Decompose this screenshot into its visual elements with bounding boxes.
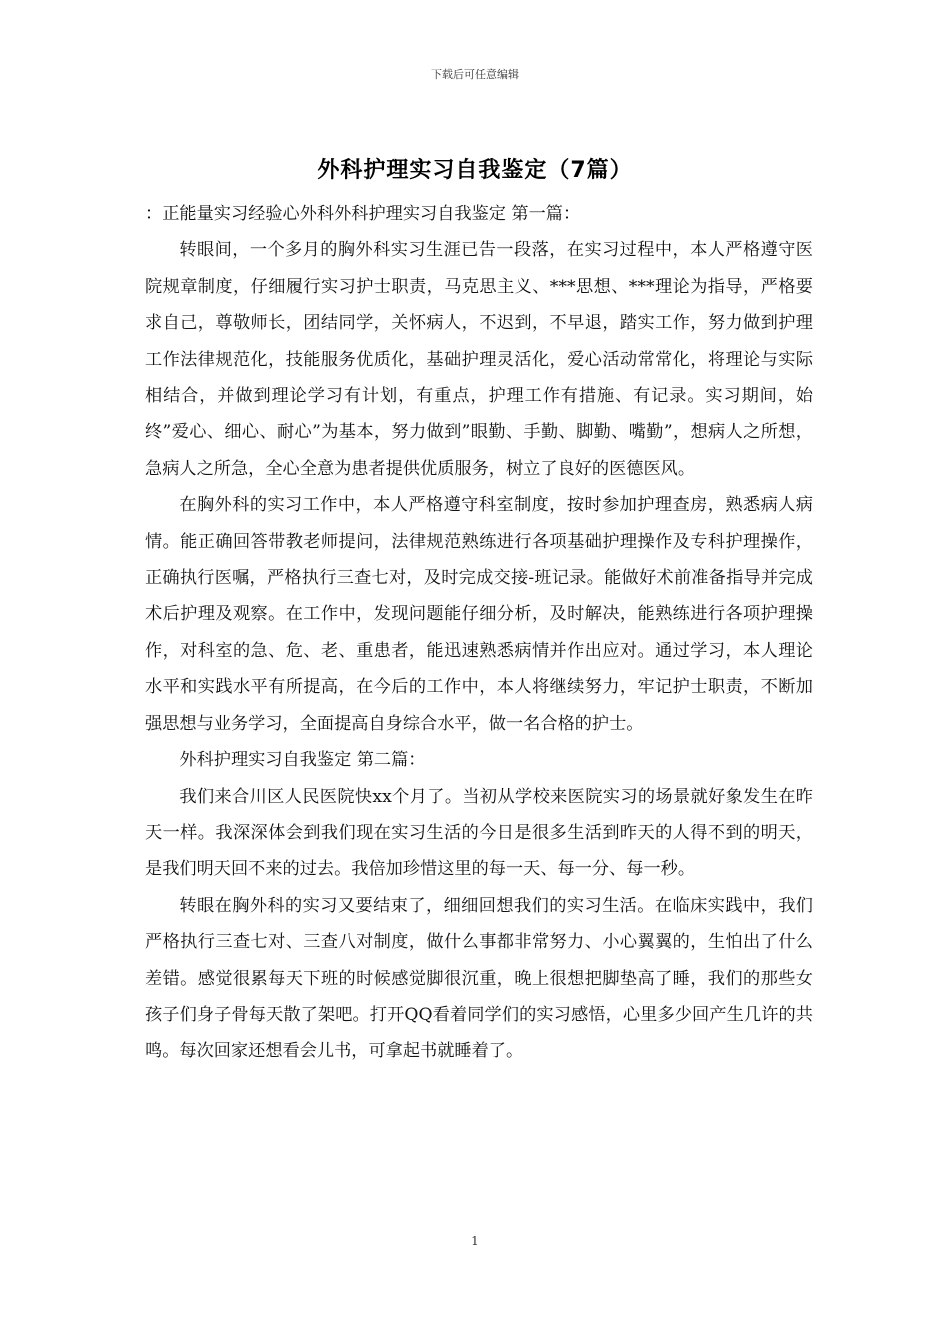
paragraph: 转眼在胸外科的实习又要结束了，细细回想我们的实习生活。在临床实践中，我们严格执行三查七对、三查八对制度，做什么事都非常努力、小心翼翼的，生怕出了什么差错。感觉很累每天下班的时候感觉脚很沉重，晚上很想把脚垫高了睡，我们的那些女孩子们身子骨每天散了架吧。打开QQ看着同学们的实习感悟，心里多少回产生几许的共鸣。每次回家还想看会儿书，可拿起书就睡着了。 <box>145 895 813 1062</box>
paragraph: 转眼间，一个多月的胸外科实习生涯已告一段落，在实习过程中，本人严格遵守医院规章制度，仔细履行实习护士职责，马克思主义、***思想、***理论为指导，严格要求自己，尊敬师长，团结同学，关怀病人，不迟到，不早退，踏实工作，努力做到护理工作法律规范化，技能服务优质化，基础护理灵活化，爱心活动常常化，将理论与实际相结合，并做到理论学习有计划，有重点，护理工作有措施、有记录。实习期间，始终”爱心、细心、耐心”为基本，努力做到”眼勤、手勤、脚勤、嘴勤”，想病人之所想，急病人之所急，全心全意为患者提供优质服务，树立了良好的医德医风。 <box>145 240 813 479</box>
paragraph: 在胸外科的实习工作中，本人严格遵守科室制度，按时参加护理查房，熟悉病人病情。能正确回答带教老师提问，法律规范熟练进行各项基础护理操作及专科护理操作，正确执行医嘱，严格执行三查七对，及时完成交接-班记录。能做好术前准备指导并完成术后护理及观察。在工作中，发现问题能仔细分析，及时解决，能熟练进行各项护理操作，对科室的急、危、老、重患者，能迅速熟悉病情并作出应对。通过学习，本人理论水平和实践水平有所提高，在今后的工作中，本人将继续努力，牢记护士职责，不断加强思想与业务学习，全面提高自身综合水平，做一名合格的护士。 <box>145 495 813 734</box>
paragraph: 我们来合川区人民医院快xx个月了。当初从学校来医院实习的场景就好象发生在昨天一样。我深深体会到我们现在实习生活的今日是很多生活到昨天的人得不到的明天，是我们明天回不来的过去。我倍加珍惜这里的每一天、每一分、每一秒。 <box>145 786 813 880</box>
page-header: 下载后可任意编辑 <box>431 68 519 81</box>
page-number: 1 <box>471 1234 479 1248</box>
intro-line: ：正能量实习经验心外科外科护理实习自我鉴定 第一篇： <box>145 204 581 224</box>
document-title: 外科护理实习自我鉴定（7篇） <box>317 158 633 183</box>
section-heading: 外科护理实习自我鉴定 第二篇： <box>179 750 426 771</box>
document-body <box>145 196 813 1070</box>
